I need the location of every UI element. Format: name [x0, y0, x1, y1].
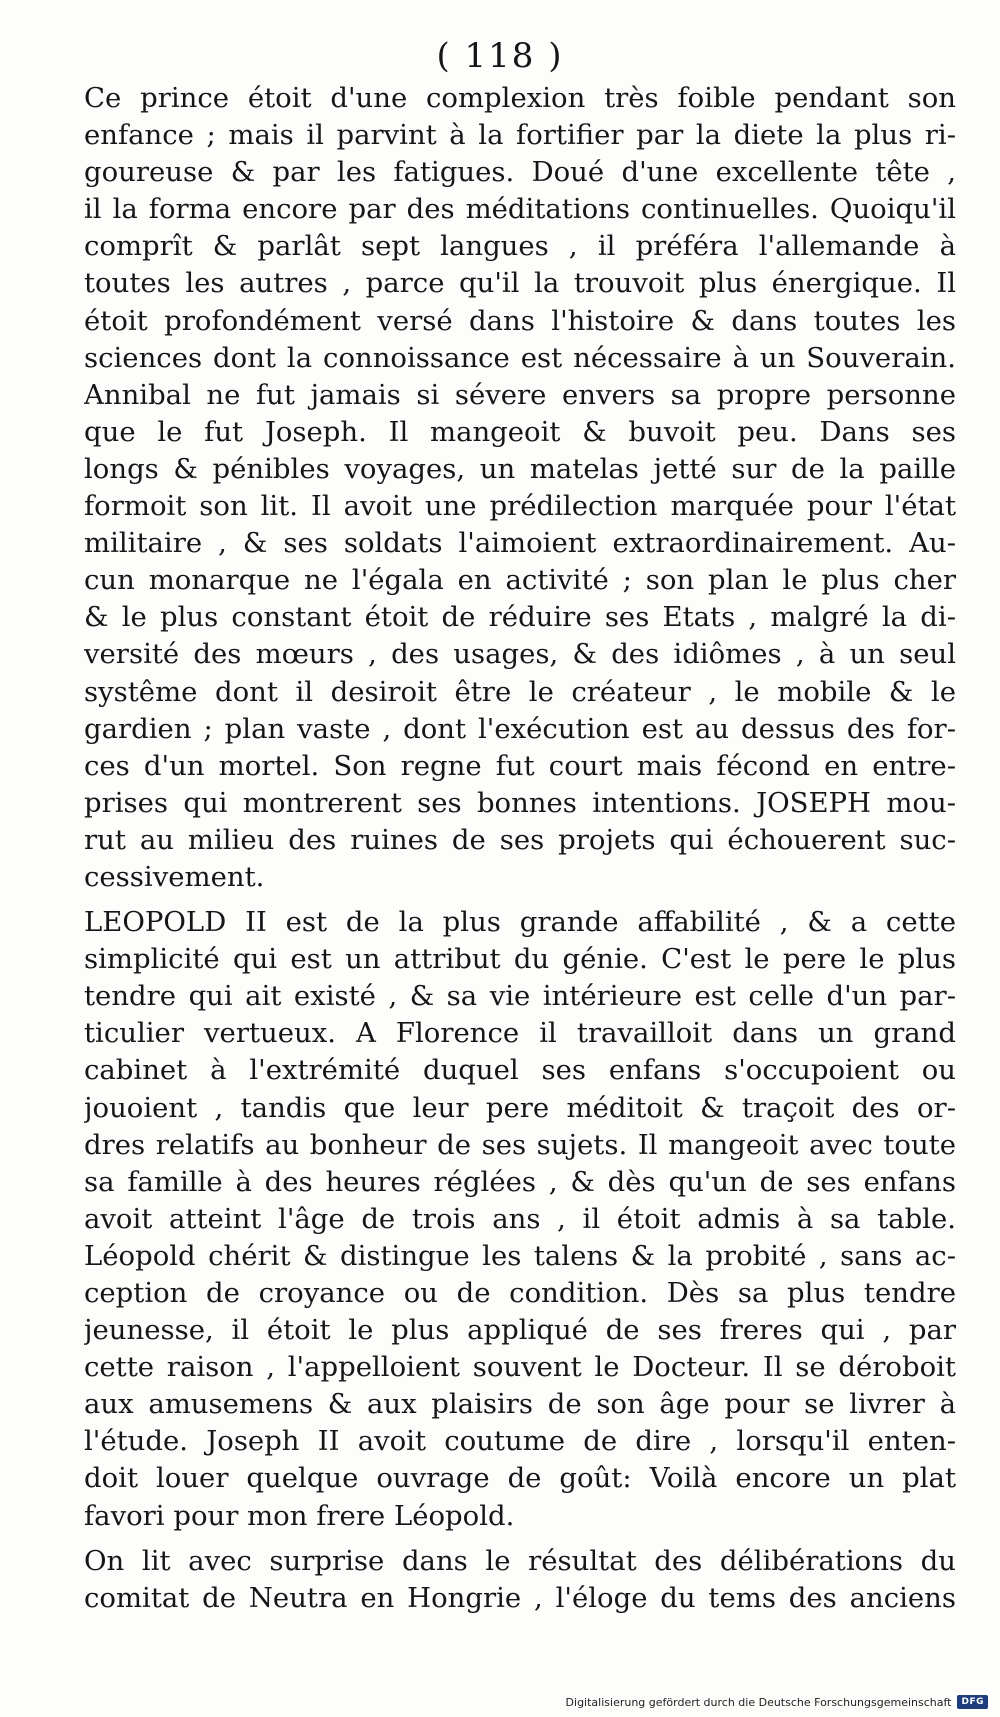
text-line: cun monarque ne l'égala en activité ; son plan le plus cher [84, 564, 956, 597]
text-line: toutes les autres , parce qu'il la trouvoit plus énergique. Il [84, 267, 956, 300]
text-line: LEOPOLD II est de la plus grande affabilité , & a cette [84, 906, 956, 939]
credit-text: Digitalisierung gefördert durch die Deutsche Forschungsgemeinschaft [565, 1695, 952, 1709]
text-line: On lit avec surprise dans le résultat des délibérations du [84, 1544, 956, 1577]
text-line: systême dont il desiroit être le créateur , le mobile & le [84, 675, 956, 708]
text-line: militaire , & ses soldats l'aimoient extraordinairement. Au- [84, 527, 956, 560]
text-line: étoit profondément versé dans l'histoire & dans toutes les [84, 304, 956, 337]
paragraph-leopold [84, 904, 956, 1535]
text-line: versité des mœurs , des usages, & des idiômes , à un seul [84, 638, 956, 671]
text-line: Annibal ne fut jamais si sévere envers sa propre personne [84, 378, 956, 411]
dfg-logo-icon: DFG [957, 1695, 988, 1709]
text-line: goureuse & par les fatigues. Doué d'une excellente tête , [84, 156, 956, 189]
text-line: gardien ; plan vaste , dont l'exécution est au dessus des for- [84, 712, 956, 745]
text-line: tendre qui ait existé , & sa vie intérieure est celle d'un par- [84, 980, 956, 1013]
paragraph-gap [84, 1535, 956, 1543]
text-line: cette raison , l'appelloient souvent le Docteur. Il se déroboit [84, 1351, 956, 1384]
text-line: longs & pénibles voyages, un matelas jetté sur de la paille [84, 452, 956, 485]
text-line: prises qui montrerent ses bonnes intentions. JOSEPH mou- [84, 786, 956, 819]
text-line: doit louer quelque ouvrage de goût: Voilà encore un plat [84, 1462, 956, 1495]
text-line: sciences dont la connoissance est nécessaire à un Souverain. [84, 341, 956, 374]
text-line: avoit atteint l'âge de trois ans , il étoit admis à sa table. [84, 1202, 956, 1235]
text-line: ception de croyance ou de condition. Dès sa plus tendre [84, 1277, 956, 1309]
text-line: aux amusemens & aux plaisirs de son âge pour se livrer à [84, 1388, 956, 1421]
text-line: dres relatifs au bonheur de ses sujets. Il mangeoit avec toute [84, 1128, 956, 1161]
paragraph-gap [84, 896, 956, 904]
text-line: comprît & parlât sept langues , il préféra l'allemande à [84, 230, 956, 263]
text-line: simplicité qui est un attribut du génie. C'est le pere le plus [84, 943, 956, 976]
text-line: comitat de Neutra en Hongrie , l'éloge du tems des anciens [84, 1581, 956, 1614]
text-line: rut au milieu des ruines de ses projets qui échouerent suc- [84, 823, 956, 856]
text-line: ces d'un mortel. Son regne fut court mais fécond en entre- [84, 749, 956, 782]
body-text [84, 80, 956, 1617]
text-line: ticulier vertueux. A Florence il travailloit dans un grand [84, 1017, 956, 1050]
text-line: sa famille à des heures réglées , & dès qu'un de ses enfans [84, 1165, 956, 1198]
text-line: l'étude. Joseph II avoit coutume de dire , lorsqu'il enten- [84, 1425, 956, 1458]
text-line: que le fut Joseph. Il mangeoit & buvoit peu. Dans ses [84, 415, 956, 448]
text-line: jeunesse, il étoit le plus appliqué de ses freres qui , par [84, 1314, 956, 1347]
text-line: formoit son lit. Il avoit une prédilection marquée pour l'état [84, 490, 956, 523]
page-number: ( 118 ) [436, 36, 564, 76]
text-line: cessivement. [84, 860, 265, 893]
text-line: favori pour mon frere Léopold. [84, 1499, 515, 1532]
digitization-credit [566, 1695, 988, 1709]
text-line: enfance ; mais il parvint à la fortifier par la diete la plus ri- [84, 119, 956, 152]
text-line: jouoient , tandis que leur pere méditoit & traçoit des or- [84, 1091, 956, 1124]
text-line: Léopold chérit & distingue les talens & la probité , sans ac- [84, 1239, 956, 1272]
text-line: il la forma encore par des méditations continuelles. Quoiqu'il [84, 193, 956, 226]
text-line: cabinet à l'extrémité duquel ses enfans s'occupoient ou [84, 1054, 956, 1087]
text-line: Ce prince étoit d'une complexion très foible pendant son [84, 82, 956, 114]
paragraph-joseph [84, 80, 956, 896]
text-line: & le plus constant étoit de réduire ses Etats , malgré la di- [84, 601, 956, 634]
paragraph-neutra [84, 1543, 956, 1617]
